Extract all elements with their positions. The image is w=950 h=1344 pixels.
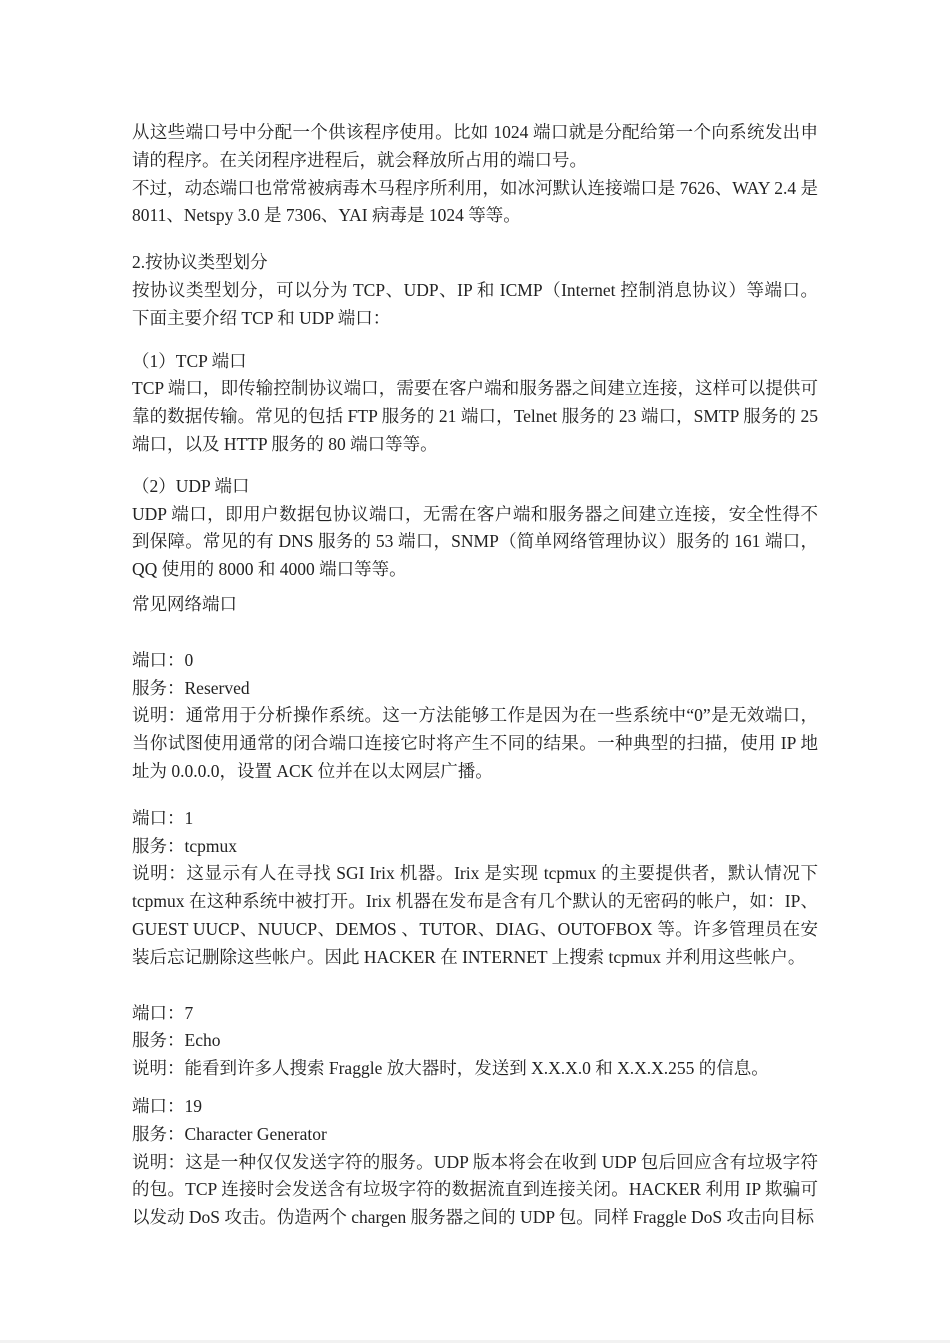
port-number: 7 bbox=[184, 1002, 194, 1023]
description-label: 说明： bbox=[132, 863, 187, 884]
section-udp-port-body: UDP 端口，即用户数据包协议端口，无需在客户端和服务器之间建立连接，安全性得不到保障。常见的有 DNS 服务的 53 端口，SNMP（简单网络管理协议）服务的 161 端口，QQ 使用的 8000 和 4000 端口等等。 bbox=[132, 503, 818, 580]
port-number: 0 bbox=[184, 649, 194, 670]
port-entry-7 bbox=[132, 1000, 818, 1083]
port-entry-0 bbox=[132, 647, 818, 786]
section-tcp-port-heading: （1）TCP 端口 bbox=[132, 350, 247, 371]
port-entry-1-port-line bbox=[132, 805, 818, 833]
port-entry-19-description-line bbox=[132, 1149, 818, 1232]
port-entry-1-description-line bbox=[132, 860, 818, 971]
port-entry-1 bbox=[132, 805, 818, 972]
section-protocol-type-heading: 2.按协议类型划分 bbox=[132, 252, 268, 273]
port-number: 19 bbox=[184, 1095, 202, 1116]
port-label: 端口： bbox=[132, 1095, 185, 1116]
document-content bbox=[132, 119, 818, 1232]
paragraph-trojan-ports-text: 不过，动态端口也常常被病毒木马程序所利用，如冰河默认连接端口是 7626、WAY 2.4 是 8011、Netspy 3.0 是 7306、YAI 病毒是 1024 等等。 bbox=[132, 177, 818, 226]
service-label: 服务： bbox=[132, 677, 185, 698]
port-entry-0-port-line bbox=[132, 647, 818, 675]
service-name: Echo bbox=[184, 1030, 221, 1051]
service-label: 服务： bbox=[132, 1123, 185, 1144]
port-entry-19 bbox=[132, 1093, 818, 1232]
description-text: 能看到许多人搜索 Fraggle 放大器时，发送到 X.X.X.0 和 X.X.X.255 的信息。 bbox=[184, 1058, 769, 1079]
section-udp-port-heading: （2）UDP 端口 bbox=[132, 475, 250, 496]
port-entry-0-description-line bbox=[132, 702, 818, 785]
port-entry-0-service-line bbox=[132, 675, 818, 703]
service-name: tcpmux bbox=[184, 835, 237, 856]
page-bottom-edge bbox=[0, 1340, 950, 1343]
section-udp-port bbox=[132, 473, 818, 584]
paragraph-dynamic-ports bbox=[132, 119, 818, 230]
paragraph-dynamic-ports-text: 从这些端口号中分配一个供该程序使用。比如 1024 端口就是分配给第一个向系统发出申请的程序。在关闭程序进程后，就会释放所占用的端口号。 bbox=[132, 122, 818, 170]
description-text: 这显示有人在寻找 SGI Irix 机器。Irix 是实现 tcpmux 的主要提供者，默认情况下 tcpmux 在这种系统中被打开。Irix 机器在发布是含有几个默认的无密码的帐户，如：IP、GUEST UUCP、NUUCP、DEMOS 、TUTOR、DIAG、OUTOFBOX 等。许多管理员在安装后忘记删除这些帐户。因此 HACKER 在 INTERNET 上搜索 tcpmux 并利用这些帐户。 bbox=[132, 863, 818, 967]
description-text: 这是一种仅仅发送字符的服务。UDP 版本将会在收到 UDP 包后回应含有垃圾字符的包。TCP 连接时会发送含有垃圾字符的数据流直到连接关闭。HACKER 利用 IP 欺骗可以发动 DoS 攻击。伪造两个 chargen 服务器之间的 UDP 包。同样 Fraggle DoS 攻击向目标 bbox=[132, 1151, 818, 1228]
section-protocol-type-body: 按协议类型划分，可以分为 TCP、UDP、IP 和 ICMP（Internet 控制消息协议）等端口。下面主要介绍 TCP 和 UDP 端口： bbox=[132, 279, 818, 328]
description-text: 通常用于分析操作系统。这一方法能够工作是因为在一些系统中“0”是无效端口，当你试图使用通常的闭合端口连接它时将产生不同的结果。一种典型的扫描，使用 IP 地址为 0.0.0.0，设置 ACK 位并在以太网层广播。 bbox=[132, 705, 818, 781]
port-entry-7-port-line bbox=[132, 1000, 818, 1028]
section-tcp-port-body: TCP 端口，即传输控制协议端口，需要在客户端和服务器之间建立连接，这样可以提供可靠的数据传输。常见的包括 FTP 服务的 21 端口，Telnet 服务的 23 端口，SMTP 服务的 25 端口，以及 HTTP 服务的 80 端口等等。 bbox=[132, 378, 818, 454]
service-name: Character Generator bbox=[184, 1123, 327, 1144]
section-protocol-type bbox=[132, 249, 818, 332]
port-entry-19-service-line bbox=[132, 1121, 818, 1149]
port-number: 1 bbox=[184, 807, 194, 828]
port-label: 端口： bbox=[132, 649, 185, 670]
port-entry-1-service-line bbox=[132, 833, 818, 861]
port-entry-19-port-line bbox=[132, 1093, 818, 1121]
service-label: 服务： bbox=[132, 1030, 185, 1051]
description-label: 说明： bbox=[132, 1058, 185, 1079]
port-label: 端口： bbox=[132, 807, 185, 828]
description-label: 说明： bbox=[132, 705, 186, 726]
port-label: 端口： bbox=[132, 1002, 185, 1023]
common-ports-heading bbox=[132, 591, 818, 619]
service-name: Reserved bbox=[184, 677, 250, 698]
service-label: 服务： bbox=[132, 835, 185, 856]
description-label: 说明： bbox=[132, 1151, 186, 1172]
port-entry-7-description-line bbox=[132, 1055, 818, 1083]
port-entry-7-service-line bbox=[132, 1027, 818, 1055]
common-ports-heading-text: 常见网络端口 bbox=[132, 593, 237, 614]
section-tcp-port bbox=[132, 348, 818, 459]
